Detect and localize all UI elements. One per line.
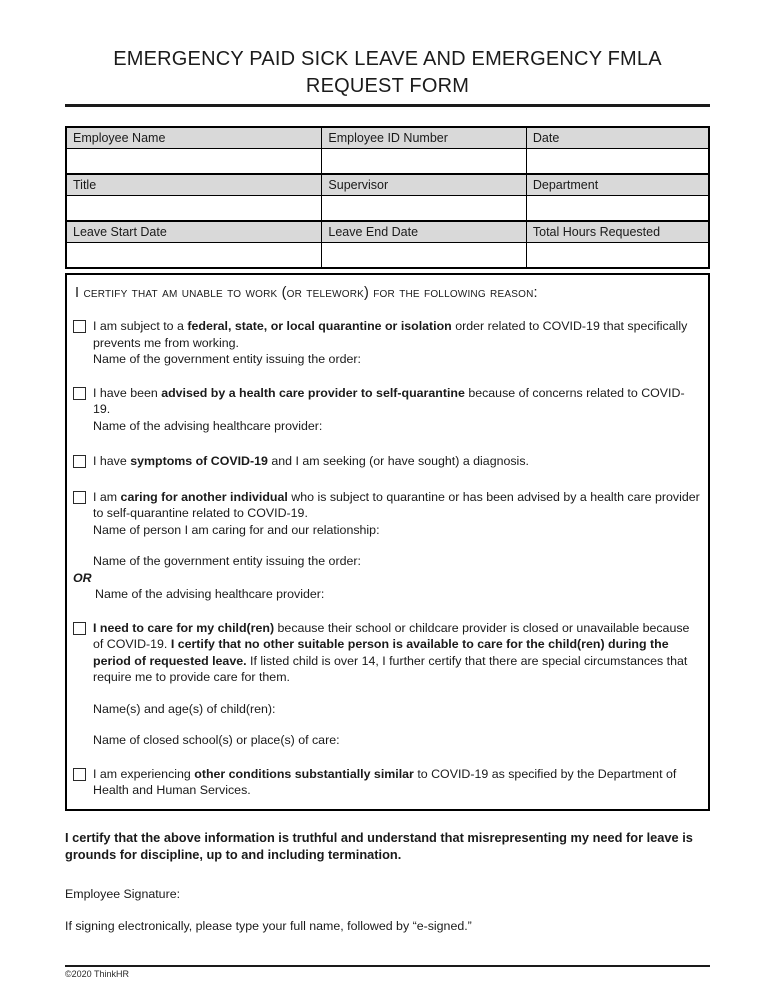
value-title[interactable] [66,195,322,221]
footer-rule [65,965,710,968]
reason-childcare [73,620,700,749]
text-segment: who is subject to quarantine or has been advised by a health care provider to self-quarantine related to COVID-19. [93,489,700,520]
reason-quarantine-order [73,318,700,368]
text-segment-bold: other conditions substantially similar [194,766,414,781]
reason-advised-self-quarantine-text [93,385,700,435]
reason-caring-for-individual [73,489,700,570]
prompt-government-entity: Name of the government entity issuing the order: [93,352,361,366]
esign-instruction: If signing electronically, please type your full name, followed by “e-signed.” [65,918,472,933]
reason-caring-for-individual-text [93,489,700,570]
label-date: Date [526,127,709,148]
value-date[interactable] [526,148,709,174]
text-segment: to COVID-19 as specified by the Department of Health and Human Services. [93,766,677,797]
label-employee-name: Employee Name [66,127,322,148]
reason-childcare-text [93,620,700,749]
label-total-hours-requested: Total Hours Requested [526,221,709,242]
reason-symptoms-checkbox[interactable] [73,455,86,468]
label-leave-start-date: Leave Start Date [66,221,322,242]
reason-advised-self-quarantine [73,385,700,435]
text-segment-bold: I need to care for my child(ren) [93,620,275,635]
reason-quarantine-order-checkbox[interactable] [73,320,86,333]
label-leave-end-date: Leave End Date [322,221,526,242]
text-segment-bold: I certify that no other suitable person is available to care for the child(ren) during the period of requested leave. [93,637,669,668]
employee-signature-label[interactable]: Employee Signature: [65,886,181,901]
certification-header: I certify that am unable to work (or telework) for the following reason: [75,285,538,301]
copyright-text: ©2020 ThinkHR [65,969,129,979]
reason-symptoms-text [93,453,700,470]
label-title: Title [66,174,322,195]
text-segment: because of concerns related to COVID-19. [93,385,685,416]
reason-other-conditions [73,766,700,799]
text-segment: I am [93,489,121,504]
form-title-line1: EMERGENCY PAID SICK LEAVE AND EMERGENCY FMLA [113,48,662,70]
reason-childcare-checkbox[interactable] [73,622,86,635]
form-title-line2: REQUEST FORM [305,75,470,97]
value-leave-start-date[interactable] [66,242,322,268]
label-department: Department [526,174,709,195]
text-segment: order related to COVID-19 that specifically prevents me from working. [93,319,688,350]
prompt-government-entity-2: Name of the government entity issuing the order: [93,554,361,568]
prompt-healthcare-provider: Name of the advising healthcare provider: [93,418,323,433]
text-segment: I have [93,454,131,468]
prompt-closed-schools: Name of closed school(s) or place(s) of care: [93,733,340,747]
reason-symptoms [73,453,700,470]
reason-other-conditions-checkbox[interactable] [73,768,86,781]
prompt-person-relationship: Name of person I am caring for and our relationship: [93,522,380,537]
reason-other-conditions-text [93,766,700,799]
value-employee-id-number[interactable] [322,148,526,174]
value-employee-name[interactable] [66,148,322,174]
text-segment-bold: advised by a health care provider to self-quarantine [161,385,465,400]
title-rule [65,104,710,107]
text-segment-bold: federal, state, or local quarantine or isolation [187,319,452,333]
or-label: OR [73,570,92,585]
text-segment: I have been [93,385,162,400]
prompt-healthcare-provider-2: Name of the advising healthcare provider: [95,587,325,601]
value-leave-end-date[interactable] [322,242,526,268]
reason-advised-self-quarantine-checkbox[interactable] [73,387,86,400]
prompt-children-names-ages: Name(s) and age(s) of child(ren): [93,701,276,716]
text-segment: and I am seeking (or have sought) a diagnosis. [267,454,529,468]
reason-quarantine-order-text [93,318,700,368]
employee-info-table [65,126,710,269]
text-segment: because their school or childcare provider is closed or unavailable because of COVID-19. [93,620,690,651]
text-segment-bold: symptoms of COVID-19 [130,454,268,468]
value-supervisor[interactable] [322,195,526,221]
label-employee-id-number: Employee ID Number [322,127,526,148]
text-segment-bold: caring for another individual [120,489,288,504]
text-segment: I am subject to a [93,319,188,333]
form-title [65,46,710,100]
certification-box [65,273,710,811]
text-segment: I am experiencing [93,766,195,781]
value-department[interactable] [526,195,709,221]
reason-caring-for-individual-checkbox[interactable] [73,491,86,504]
truthfulness-statement: I certify that the above information is truthful and understand that misrepresenting my need for leave is grounds for discipline, up to and including termination. [65,829,693,862]
value-total-hours-requested[interactable] [526,242,709,268]
label-supervisor: Supervisor [322,174,526,195]
text-segment: If listed child is over 14, I further certify that there are special circumstances that require me to provide care for them. [93,653,688,684]
